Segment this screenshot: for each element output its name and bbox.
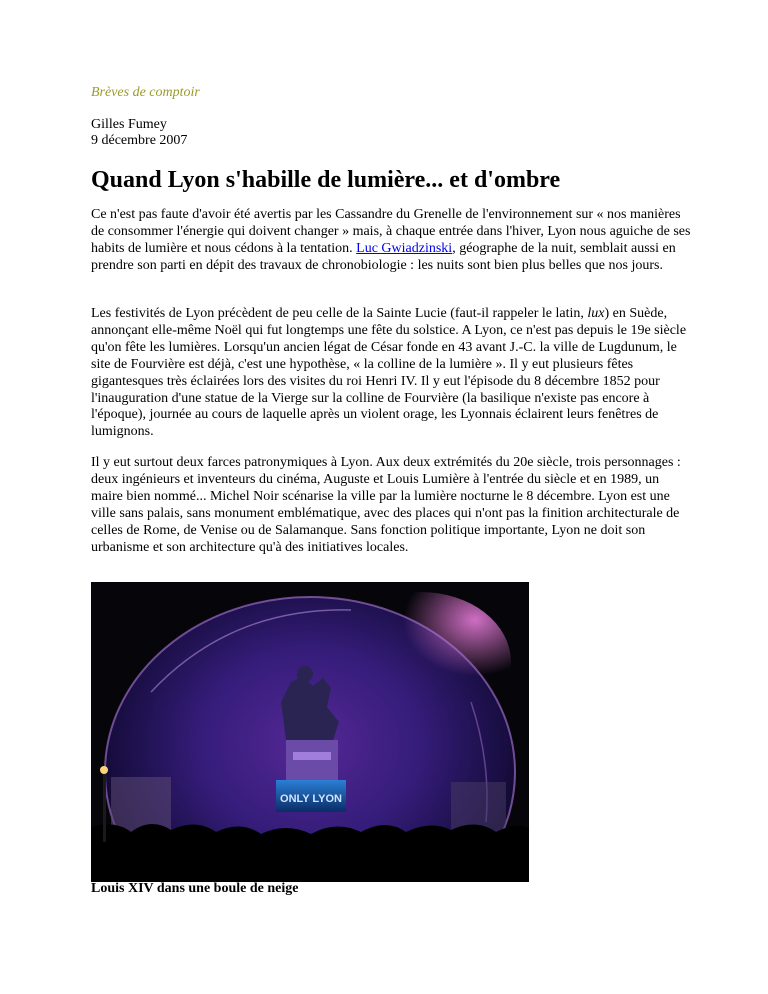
paragraph-2-text-b: ) en Suède, annonçant elle-même Noël qui fut longtemps une fête du solstice. A Lyon, ce n'est pas depuis le 19e siècle qu'on fête les lumières. Lorsqu'un ancien légat de César fonde en 43 avant J.-C. la ville de Lugdunum, le site de Fourvière est déjà, c'est une hypothèse, « la colline de la lumière ». Il y eut plusieurs fêtes gigantesques très éclairées lors des visites du roi Henri IV. Il y eut l'épisode du 8 décembre 1852 pour l'inauguration d'une statue de la Vierge sur la colline de Fourvière (la basilique n'existe pas encore à l'époque), journée au cours de laquelle après un violent orage, les Lyonnais éclairent leurs fenêtres de lumignons.: [91, 306, 687, 440]
paragraph-3: Il y eut surtout deux farces patronymiques à Lyon. Aux deux extrémités du 20e siècle, trois personnages : deux ingénieurs et inventeurs du cinéma, Auguste et Louis Lumière à l'entrée du siècle et en 1989, un maire bien nommé... Michel Noir scénarise la ville par la lumière nocturne le 8 décembre. Lyon est une ville sans palais, sans monument emblématique, avec des places qui n'ont pas la finition architecturale de celles de Rome, de Venise ou de Salamanque. Sans fonction politique importante, Lyon ne doit son urbanisme et son architecture qu'à des initiatives locales.: [91, 455, 681, 555]
paragraph-1: [91, 207, 691, 275]
article-title: Quand Lyon s'habille de lumière... et d'ombre: [91, 167, 561, 193]
author-link-gwiadzinski[interactable]: Luc Gwiadzinski: [356, 240, 453, 256]
only-lyon-sign: ONLY LYON: [280, 793, 342, 805]
byline: [91, 117, 187, 149]
paragraph-2-text-a: Les festivités de Lyon précèdent de peu celle de la Sainte Lucie (faut-il rappeler le latin,: [91, 306, 588, 321]
paragraph-2-italic-lux: lux: [587, 306, 605, 321]
snow-globe-photo-drawing: [91, 582, 529, 882]
publish-date: 9 décembre 2007: [91, 133, 188, 148]
paragraph-1-text-a: Ce n'est pas faute d'avoir été avertis par les Cassandre du Grenelle de l'environnement sur « nos manières de consommer l'énergie qui doivent changer » mais, à chaque entrée dans l'hiver, Lyon nous aguiche de ses habits de lumière et nous cédons à la tentation.: [91, 207, 691, 256]
paragraph-2: [91, 306, 691, 441]
paragraph-1-text-b: , géographe de la nuit, semblait aussi en prendre son parti en dépit des travaux de chronobiologie : les nuits sont bien plus belles que nos jours.: [91, 240, 676, 273]
author-name: Gilles Fumey: [91, 117, 167, 132]
photo-caption: Louis XIV dans une boule de neige: [91, 881, 299, 896]
section-label: Brèves de comptoir: [91, 85, 200, 100]
snow-globe-photo: [91, 582, 529, 882]
